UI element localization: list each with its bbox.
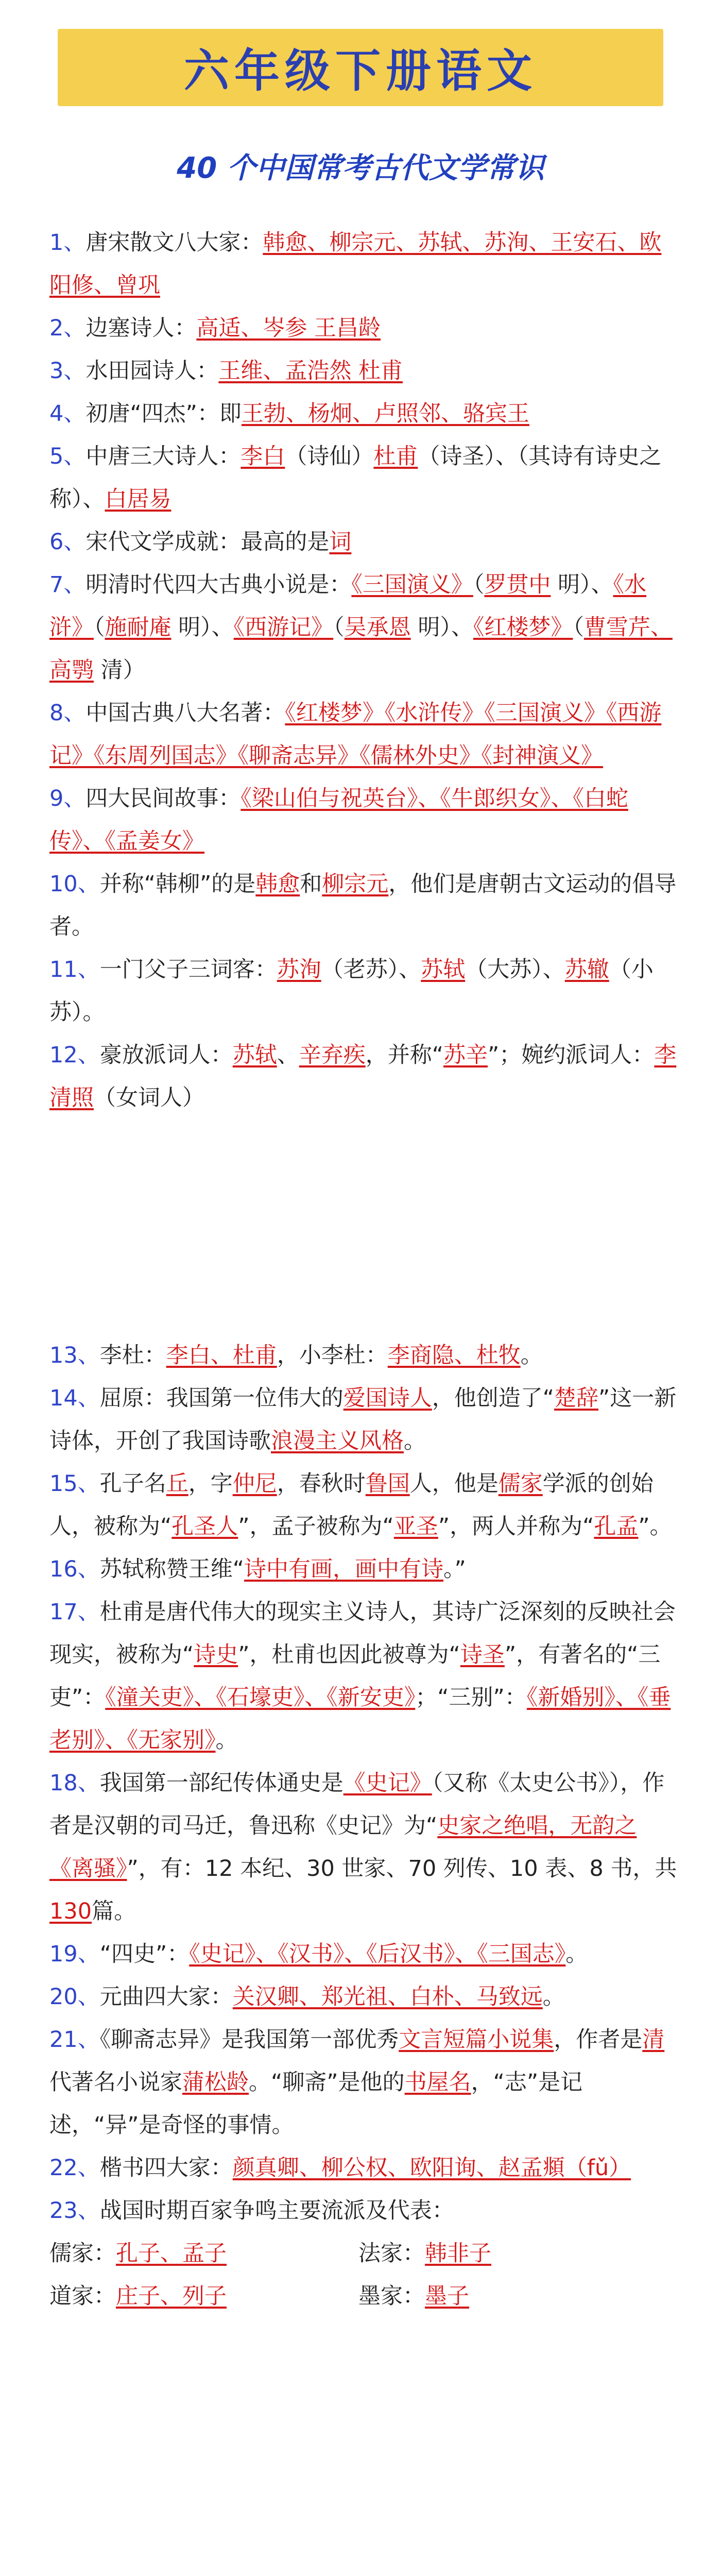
item-text: 中国古典八大名著： [85, 700, 285, 726]
item-text: （诗圣）、（其诗有诗史之称）、 [49, 444, 662, 512]
knowledge-item [49, 564, 678, 692]
item-number: 1、 [49, 230, 86, 256]
item-text: 学派的创始人，被称为“ [49, 1471, 654, 1539]
item-text: （ [473, 572, 485, 598]
highlighted-answer: 诗史 [194, 1642, 238, 1668]
item-text: （诗仙） [285, 444, 374, 469]
school-representatives: 韩非子 [425, 2241, 491, 2266]
schools-row [49, 2232, 678, 2275]
knowledge-item [49, 692, 678, 777]
item-text: ，字 [188, 1471, 233, 1497]
highlighted-answer: 楚辞 [554, 1385, 598, 1411]
item-text: 、 [277, 1042, 299, 1068]
highlighted-answer: 李白、杜甫 [166, 1343, 277, 1368]
knowledge-item [49, 2190, 678, 2232]
item-text: ，他创造了“ [432, 1385, 554, 1411]
highlighted-answer: 浪漫主义风格 [271, 1428, 404, 1454]
item-text: ，春秋时 [277, 1471, 366, 1497]
item-text: 水田园诗人： [85, 358, 219, 384]
item-text: （又称《太史公书》），作者是汉朝的司马迁，鲁迅称《史记》为“ [49, 1770, 665, 1839]
item-text: ”，杜甫也因此被尊为“ [238, 1642, 460, 1668]
item-text: 篇。 [92, 1899, 136, 1924]
item-text: （小苏）。 [49, 957, 654, 1025]
highlighted-answer: 《史记》 [343, 1770, 432, 1796]
item-text: ”；婉约派词人： [488, 1042, 655, 1068]
item-text: 屈原：我国第一位伟大的 [99, 1385, 344, 1411]
highlighted-answer: 诗圣 [460, 1642, 505, 1668]
highlighted-answer: 白居易 [105, 486, 171, 512]
item-text: 宋代文学成就：最高的是 [85, 529, 330, 555]
school-entry [49, 2275, 358, 2318]
item-text: 并称“韩柳”的是 [99, 871, 256, 897]
highlighted-answer: 诗中有画，画中有诗 [244, 1556, 443, 1582]
knowledge-item [49, 948, 678, 1034]
item-text: （ [333, 615, 345, 640]
highlighted-answer: 杜甫 [373, 444, 418, 469]
item-text: 楷书四大家： [99, 2155, 233, 2181]
knowledge-item [49, 521, 678, 564]
highlighted-answer: 李商隐、杜牧 [387, 1343, 521, 1368]
school-representatives: 墨子 [425, 2283, 469, 2309]
highlighted-answer: 《新婚别》、《垂老别》、《无家别》 [49, 1685, 671, 1753]
section-2 [49, 1334, 678, 2318]
schools-row [49, 2275, 678, 2318]
highlighted-answer: 书屋名 [404, 2070, 471, 2095]
school-entry [358, 2232, 667, 2275]
highlighted-answer: 苏轼 [232, 1042, 277, 1068]
item-text: ，“志”是记述，“异”是奇怪的事情。 [49, 2070, 583, 2138]
item-number: 7、 [49, 572, 86, 598]
highlighted-answer: 孔圣人 [171, 1514, 238, 1539]
item-text: ，小李杜： [277, 1343, 388, 1368]
highlighted-answer: 丘 [166, 1471, 188, 1497]
highlighted-answer: 关汉卿、郑光祖、白朴、马致远 [232, 1984, 543, 2010]
item-text: 我国第一部纪传体通史是 [99, 1770, 344, 1796]
highlighted-answer: 蒲松龄 [182, 2070, 249, 2095]
item-text: 代著名小说家 [49, 2070, 182, 2095]
item-text: “四史”： [99, 1941, 190, 1967]
school-name: 墨家： [358, 2283, 425, 2309]
highlighted-answer: 曹雪芹、高鹗 [49, 615, 673, 683]
item-text: ”这一新诗体，开创了我国诗歌 [49, 1385, 677, 1454]
highlighted-answer: 王维、孟浩然 杜甫 [218, 358, 403, 384]
item-text: 。” [443, 1556, 466, 1582]
school-name: 道家： [49, 2283, 116, 2309]
item-number: 2、 [49, 315, 86, 341]
highlighted-answer: 《史记》、《汉书》、《后汉书》、《三国志》 [189, 1941, 566, 1967]
highlighted-answer: 施耐庵 [105, 615, 171, 640]
highlighted-answer: 《梁山伯与祝英台》、《牛郎织女》、《白蛇传》、《孟姜女》 [49, 786, 628, 854]
item-number: 15、 [49, 1471, 100, 1497]
item-text: 元曲四大家： [99, 1984, 233, 2010]
highlighted-answer: 文言短篇小说集 [399, 2027, 554, 2053]
highlighted-answer: 孔孟 [594, 1514, 639, 1539]
knowledge-item [49, 1463, 678, 1548]
knowledge-item [49, 222, 678, 307]
item-number: 5、 [49, 444, 86, 469]
item-text: 。 [565, 1941, 588, 1967]
knowledge-item [49, 1548, 678, 1591]
highlighted-answer: 辛弃疾 [299, 1042, 366, 1068]
highlighted-answer: 苏辙 [564, 957, 609, 982]
highlighted-answer: 《红楼梦》《水浒传》《三国演义》《西游记》《东周列国志》《聊斋志异》《儒林外史》《封神演义》 [49, 700, 662, 769]
item-text: 。 [542, 1984, 565, 2010]
item-text: 初唐“四杰”：即 [85, 401, 242, 427]
highlighted-answer: 《西游记》 [233, 615, 334, 640]
highlighted-answer: 王勃、杨炯、卢照邻、骆宾王 [241, 401, 529, 427]
item-number: 10、 [49, 871, 100, 897]
knowledge-item [49, 435, 678, 521]
highlighted-answer: 《红楼梦》 [473, 615, 573, 640]
item-number: 13、 [49, 1343, 100, 1368]
highlighted-answer: 《三国演义》 [351, 572, 473, 598]
item-text: ”，有著名的“三吏”： [49, 1642, 661, 1710]
item-text: 。“聊斋”是他的 [249, 2070, 405, 2095]
item-text: ，他们是唐朝古文运动的倡导者。 [49, 871, 677, 940]
highlighted-answer: 罗贯中 [484, 572, 551, 598]
knowledge-item [49, 863, 678, 948]
school-name: 儒家： [49, 2241, 116, 2266]
knowledge-item [49, 1762, 678, 1933]
item-text: （大苏）、 [465, 957, 565, 982]
title-banner [58, 29, 663, 106]
knowledge-item [49, 350, 678, 393]
item-text: 明）、 [551, 572, 613, 598]
item-text: ”，孟子被称为“ [238, 1514, 394, 1539]
item-text: 明清时代四大古典小说是： [85, 572, 352, 598]
highlighted-answer: 苏轼 [421, 957, 466, 982]
highlighted-answer: 《潼关吏》、《石壕吏》、《新安吏》 [105, 1685, 416, 1710]
highlighted-answer: 仲尼 [232, 1471, 277, 1497]
item-number: 14、 [49, 1385, 100, 1411]
item-text: （老苏）、 [321, 957, 421, 982]
item-text: ；“三别”： [415, 1685, 527, 1710]
knowledge-item [49, 2019, 678, 2147]
highlighted-answer: 词 [329, 529, 352, 555]
school-representatives: 庄子、列子 [116, 2283, 227, 2309]
item-text: 《聊斋志异》是我国第一部优秀 [99, 2027, 399, 2053]
section-1 [49, 222, 678, 1120]
item-text: 明）、 [410, 615, 473, 640]
item-number: 3、 [49, 358, 86, 384]
school-entry [49, 2232, 358, 2275]
knowledge-item [49, 2147, 678, 2190]
item-text: （ [573, 615, 584, 640]
item-text: 。 [215, 1727, 238, 1753]
item-number: 11、 [49, 957, 100, 982]
highlighted-answer: 韩愈 [255, 871, 300, 897]
item-text: 孔子名 [99, 1471, 166, 1497]
item-text: 苏轼称赞王维“ [99, 1556, 244, 1582]
item-number: 19、 [49, 1941, 100, 1967]
highlighted-answer: 韩愈、柳宗元、苏轼、苏洵、王安石、欧阳修、曾巩 [49, 230, 662, 298]
item-text: ”，两人并称为“ [438, 1514, 594, 1539]
item-number: 9、 [49, 786, 86, 811]
highlighted-answer: 亚圣 [393, 1514, 438, 1539]
highlighted-answer: 李白 [241, 444, 285, 469]
knowledge-item [49, 1377, 678, 1463]
highlighted-answer: 颜真卿、柳公权、欧阳询、赵孟頫（fǔ） [232, 2155, 631, 2181]
highlighted-answer: 苏辛 [443, 1042, 488, 1068]
knowledge-item [49, 307, 678, 350]
school-name: 法家： [358, 2241, 425, 2266]
page-title: 六年级下册语文 [183, 44, 537, 97]
knowledge-item [49, 1976, 678, 2019]
highlighted-answer: 吴承恩 [344, 615, 411, 640]
item-text: 人，他是 [409, 1471, 499, 1497]
highlighted-answer: 130 [49, 1899, 92, 1924]
item-text: 四大民间故事： [85, 786, 241, 811]
page-subtitle: 40 个中国常考古代文学常识 [177, 151, 544, 185]
item-text: 唐宋散文八大家： [85, 230, 263, 256]
item-text: 杜甫是唐代伟大的现实主义诗人，其诗广泛深刻的反映社会现实，被称为“ [49, 1599, 676, 1668]
item-number: 21、 [49, 2027, 100, 2053]
school-entry [358, 2275, 667, 2318]
item-text: 清） [94, 657, 145, 683]
item-text: ”，有：12 本纪、30 世家、70 列传、10 表、8 书，共 [127, 1856, 677, 1882]
highlighted-answer: 《水浒》 [49, 572, 647, 640]
knowledge-item [49, 1334, 678, 1377]
item-text: 中唐三大诗人： [85, 444, 241, 469]
item-text: 一门父子三词客： [99, 957, 277, 982]
item-number: 22、 [49, 2155, 100, 2181]
item-text: （ [94, 615, 105, 640]
item-text: ，作者是 [554, 2027, 643, 2053]
highlighted-answer: 清 [642, 2027, 665, 2053]
item-number: 16、 [49, 1556, 100, 1582]
highlighted-answer: 李清照 [49, 1042, 677, 1111]
item-text: 。 [404, 1428, 426, 1454]
item-number: 12、 [49, 1042, 100, 1068]
highlighted-answer: 鲁国 [365, 1471, 410, 1497]
school-representatives: 孔子、孟子 [116, 2241, 227, 2266]
item-text: ”。 [638, 1514, 672, 1539]
highlighted-answer: 柳宗元 [322, 871, 389, 897]
highlighted-answer: 苏洵 [277, 957, 321, 982]
knowledge-item [49, 1933, 678, 1976]
knowledge-item [49, 1034, 678, 1120]
highlighted-answer: 儒家 [498, 1471, 543, 1497]
knowledge-item [49, 1591, 678, 1762]
item-number: 6、 [49, 529, 86, 555]
item-text: 李杜： [99, 1343, 166, 1368]
highlighted-answer: 高适、岑参 王昌龄 [196, 315, 381, 341]
item-number: 20、 [49, 1984, 100, 2010]
item-number: 23、 [49, 2198, 100, 2224]
item-text: 战国时期百家争鸣主要流派及代表： [99, 2198, 454, 2224]
item-text: （女词人） [94, 1085, 204, 1111]
item-number: 8、 [49, 700, 86, 726]
item-text: 明）、 [171, 615, 234, 640]
item-text: 豪放派词人： [99, 1042, 233, 1068]
knowledge-item [49, 393, 678, 435]
item-number: 4、 [49, 401, 86, 427]
item-number: 17、 [49, 1599, 100, 1625]
item-text: 。 [520, 1343, 543, 1368]
item-text: ，并称“ [365, 1042, 443, 1068]
highlighted-answer: 史家之绝唱，无韵之《离骚》 [49, 1813, 637, 1882]
highlighted-answer: 爱国诗人 [343, 1385, 432, 1411]
knowledge-item [49, 777, 678, 863]
item-number: 18、 [49, 1770, 100, 1796]
item-text: 边塞诗人： [85, 315, 197, 341]
item-text: 和 [300, 871, 322, 897]
